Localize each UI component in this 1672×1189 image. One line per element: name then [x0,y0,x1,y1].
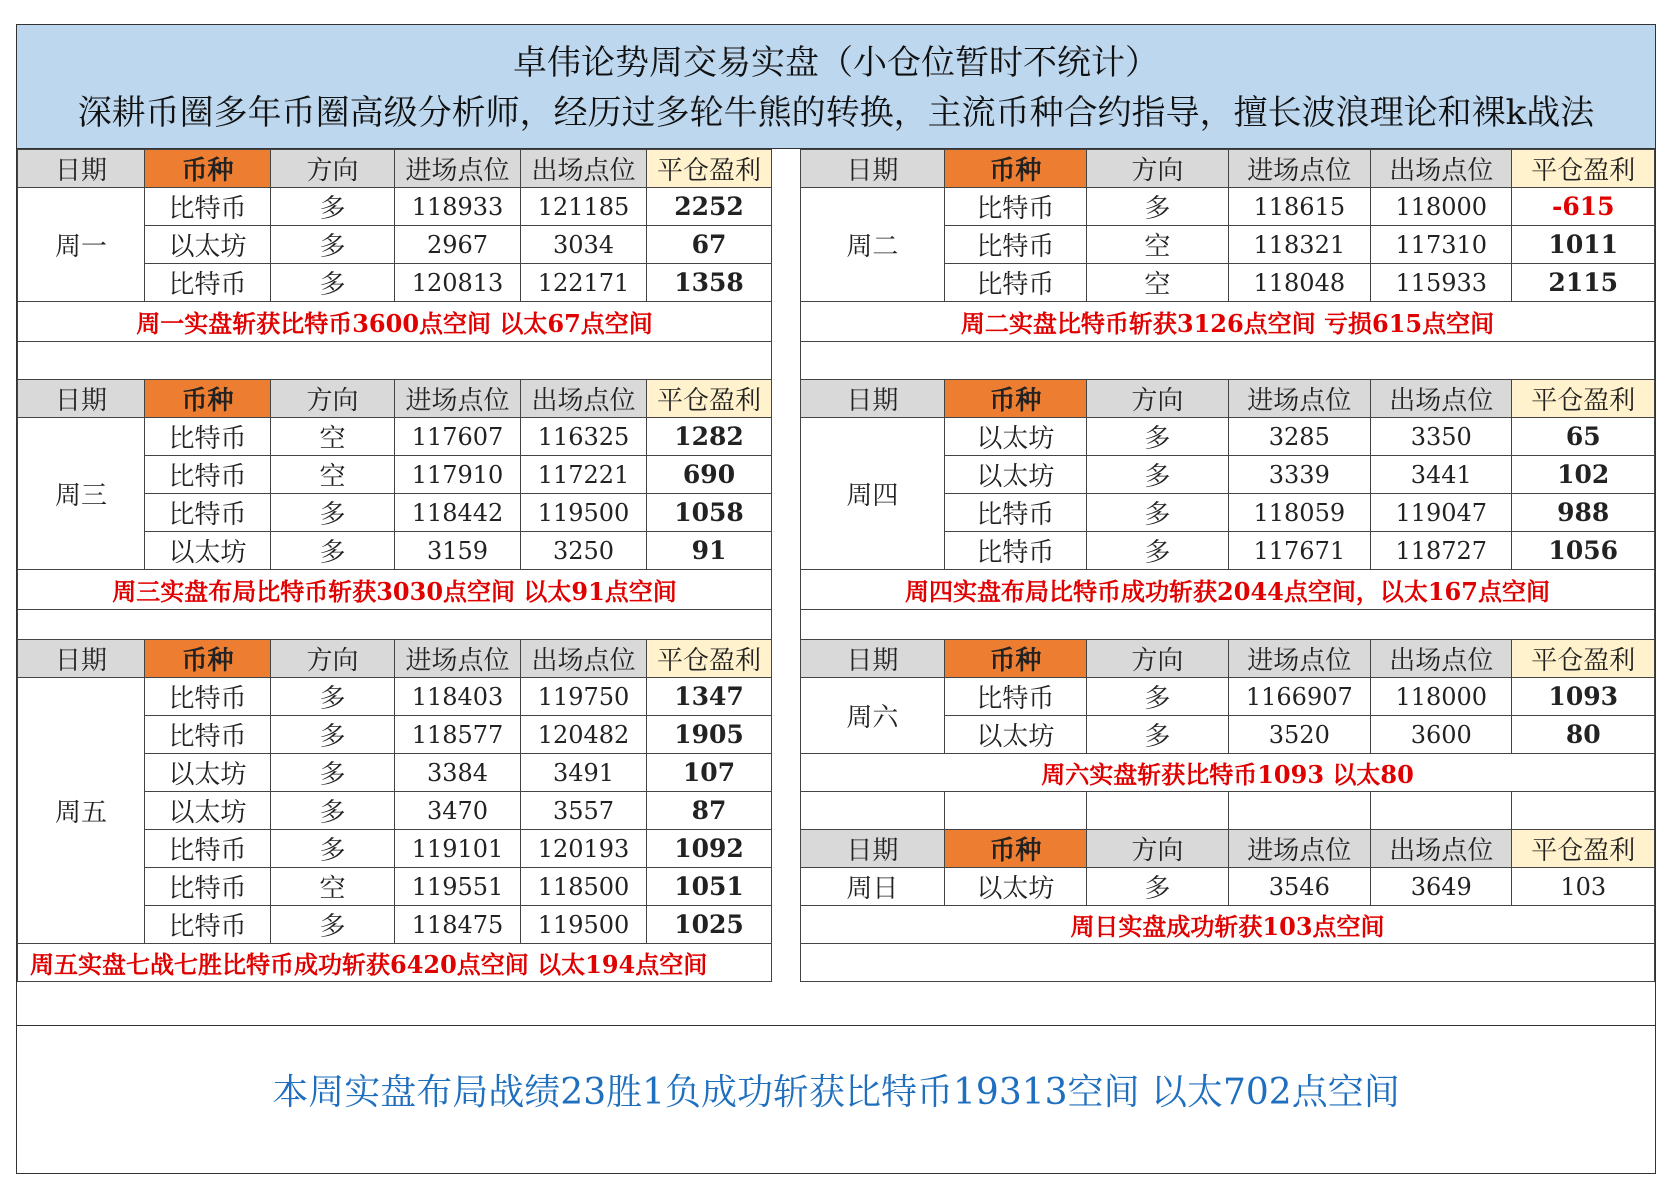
entry-cell: 2967 [395,226,521,264]
exit-cell: 3649 [1371,868,1512,906]
spacer-cell [1228,792,1371,830]
trade-sheet [16,24,1656,1174]
exit-cell: 121185 [521,188,647,226]
header-row-sat [801,640,1655,678]
pnl-cell: 87 [647,792,772,830]
header-direction: 方向 [1087,150,1228,188]
coin-cell: 以太坊 [944,716,1087,754]
header-pnl: 平仓盈利 [1512,150,1655,188]
exit-cell: 3350 [1371,418,1512,456]
table-row [18,418,772,456]
day-note: 周五实盘七战七胜比特币成功斩获6420点空间 以太194点空间 [18,944,772,982]
coin-cell: 比特币 [944,532,1087,570]
entry-cell: 3470 [395,792,521,830]
day-note: 周二实盘比特币斩获3126点空间 亏损615点空间 [801,302,1655,342]
table-row [801,188,1655,226]
day-label: 周六 [801,678,945,754]
exit-cell: 118000 [1371,678,1512,716]
header-direction: 方向 [1087,640,1228,678]
summary-footer [17,1025,1655,1173]
page-subtitle: 深耕币圈多年币圈高级分析师，经历过多轮牛熊的转换，主流币种合约指导，擅长波浪理论和裸k战法 [77,93,1595,133]
spacer-cell [801,342,1655,380]
page-title: 卓伟论势周交易实盘（小仓位暂时不统计） [513,43,1159,83]
week-summary: 本周实盘布局战绩23胜1负成功斩获比特币19313空间 以太702点空间 [272,1072,1400,1113]
direction-cell: 多 [271,830,395,868]
direction-cell: 多 [1087,188,1228,226]
direction-cell: 多 [1087,868,1228,906]
note-row [801,754,1655,792]
entry-cell: 3159 [395,532,521,570]
note-row [801,302,1655,342]
day-label: 周日 [801,868,945,906]
coin-cell: 比特币 [145,188,271,226]
left-table [17,149,772,982]
header-entry: 进场点位 [395,640,521,678]
header-coin: 币种 [944,380,1087,418]
spacer-cell [801,792,945,830]
entry-cell: 1166907 [1228,678,1371,716]
spacer-cell [1087,792,1228,830]
entry-cell: 3384 [395,754,521,792]
right-table [800,149,1655,982]
note-row [18,570,772,610]
direction-cell: 多 [271,532,395,570]
header-row-thu [801,380,1655,418]
header-entry: 进场点位 [1228,380,1371,418]
pnl-cell: 1282 [647,418,772,456]
direction-cell: 多 [271,754,395,792]
pnl-cell: 1056 [1512,532,1655,570]
coin-cell: 比特币 [944,226,1087,264]
exit-cell: 116325 [521,418,647,456]
entry-cell: 118615 [1228,188,1371,226]
exit-cell: 118727 [1371,532,1512,570]
exit-cell: 117310 [1371,226,1512,264]
exit-cell: 118500 [521,868,647,906]
pnl-cell: 1092 [647,830,772,868]
header-entry: 进场点位 [1228,640,1371,678]
direction-cell: 空 [271,418,395,456]
header-entry: 进场点位 [395,150,521,188]
pnl-cell: 103 [1512,868,1655,906]
spacer-cell [18,610,772,640]
header-date: 日期 [18,150,145,188]
coin-cell: 比特币 [944,494,1087,532]
spacer-row [801,610,1655,640]
spacer-cell [1512,792,1655,830]
exit-cell: 120482 [521,716,647,754]
direction-cell: 空 [271,868,395,906]
entry-cell: 3285 [1228,418,1371,456]
header-exit: 出场点位 [1371,150,1512,188]
header-row-sun [801,830,1655,868]
direction-cell: 多 [271,678,395,716]
exit-cell: 115933 [1371,264,1512,302]
coin-cell: 比特币 [145,494,271,532]
header-pnl: 平仓盈利 [1512,830,1655,868]
table-row [801,418,1655,456]
header-pnl: 平仓盈利 [647,150,772,188]
coin-cell: 比特币 [145,264,271,302]
pnl-cell: 2252 [647,188,772,226]
header-pnl: 平仓盈利 [1512,640,1655,678]
header-date: 日期 [801,830,945,868]
note-row [18,944,772,982]
exit-cell: 119047 [1371,494,1512,532]
header-coin: 币种 [145,150,271,188]
coin-cell: 比特币 [145,716,271,754]
entry-cell: 3520 [1228,716,1371,754]
header-row-fri [18,640,772,678]
note-row [801,906,1655,944]
spacer-row [18,610,772,640]
direction-cell: 多 [271,226,395,264]
pnl-cell: 1093 [1512,678,1655,716]
direction-cell: 多 [271,906,395,944]
pnl-cell: 107 [647,754,772,792]
coin-cell: 以太坊 [145,532,271,570]
entry-cell: 120813 [395,264,521,302]
exit-cell: 119500 [521,494,647,532]
header-date: 日期 [801,150,945,188]
coin-cell: 比特币 [944,678,1087,716]
exit-cell: 119500 [521,906,647,944]
day-label: 周三 [18,418,145,570]
exit-cell: 118000 [1371,188,1512,226]
entry-cell: 118321 [1228,226,1371,264]
pnl-cell: 1358 [647,264,772,302]
entry-cell: 118475 [395,906,521,944]
coin-cell: 以太坊 [944,418,1087,456]
entry-cell: 119101 [395,830,521,868]
header-coin: 币种 [944,830,1087,868]
direction-cell: 空 [1087,226,1228,264]
table-row [18,678,772,716]
direction-cell: 多 [271,716,395,754]
entry-cell: 118048 [1228,264,1371,302]
spacer-cell [801,944,1655,982]
header-date: 日期 [801,380,945,418]
entry-cell: 118059 [1228,494,1371,532]
exit-cell: 117221 [521,456,647,494]
spacer-cell [944,792,1087,830]
coin-cell: 比特币 [944,264,1087,302]
exit-cell: 120193 [521,830,647,868]
direction-cell: 多 [1087,418,1228,456]
header-exit: 出场点位 [521,640,647,678]
coin-cell: 比特币 [145,868,271,906]
header-row-wed [18,380,772,418]
coin-cell: 以太坊 [944,456,1087,494]
pnl-cell: 91 [647,532,772,570]
table-row [801,868,1655,906]
entry-cell: 118403 [395,678,521,716]
exit-cell: 3250 [521,532,647,570]
entry-cell: 117910 [395,456,521,494]
coin-cell: 以太坊 [145,754,271,792]
day-label: 周一 [18,188,145,302]
coin-cell: 比特币 [145,830,271,868]
header-coin: 币种 [145,640,271,678]
direction-cell: 空 [1087,264,1228,302]
header-entry: 进场点位 [1228,150,1371,188]
spacer-row [801,944,1655,982]
note-row [801,570,1655,610]
exit-cell: 122171 [521,264,647,302]
header-date: 日期 [801,640,945,678]
header-date: 日期 [18,380,145,418]
header-coin: 币种 [944,640,1087,678]
header-direction: 方向 [271,380,395,418]
spacer-row [801,792,1655,830]
day-note: 周四实盘布局比特币成功斩获2044点空间，以太167点空间 [801,570,1655,610]
header-pnl: 平仓盈利 [647,380,772,418]
pnl-cell: 2115 [1512,264,1655,302]
pnl-cell: 690 [647,456,772,494]
pnl-cell: 1347 [647,678,772,716]
header-entry: 进场点位 [1228,830,1371,868]
pnl-cell: -615 [1512,188,1655,226]
entry-cell: 117607 [395,418,521,456]
header-pnl: 平仓盈利 [647,640,772,678]
entry-cell: 3339 [1228,456,1371,494]
pnl-cell: 1905 [647,716,772,754]
spacer-cell [18,342,772,380]
spacer-cell [1371,792,1512,830]
header-direction: 方向 [271,150,395,188]
entry-cell: 3546 [1228,868,1371,906]
direction-cell: 多 [271,792,395,830]
entry-cell: 119551 [395,868,521,906]
direction-cell: 多 [271,188,395,226]
entry-cell: 118577 [395,716,521,754]
direction-cell: 多 [1087,716,1228,754]
header-exit: 出场点位 [521,380,647,418]
day-note: 周一实盘斩获比特币3600点空间 以太67点空间 [18,302,772,342]
exit-cell: 3600 [1371,716,1512,754]
header-exit: 出场点位 [1371,830,1512,868]
coin-cell: 比特币 [145,456,271,494]
pnl-cell: 1025 [647,906,772,944]
header-row-tue [801,150,1655,188]
exit-cell: 119750 [521,678,647,716]
header-direction: 方向 [271,640,395,678]
day-label: 周四 [801,418,945,570]
pnl-cell: 65 [1512,418,1655,456]
direction-cell: 空 [271,456,395,494]
exit-cell: 3034 [521,226,647,264]
pnl-cell: 102 [1512,456,1655,494]
header-pnl: 平仓盈利 [1512,380,1655,418]
entry-cell: 118933 [395,188,521,226]
pnl-cell: 988 [1512,494,1655,532]
day-note: 周六实盘斩获比特币1093 以太80 [801,754,1655,792]
pnl-cell: 1058 [647,494,772,532]
header-direction: 方向 [1087,830,1228,868]
header-exit: 出场点位 [1371,380,1512,418]
pnl-cell: 1051 [647,868,772,906]
direction-cell: 多 [1087,678,1228,716]
direction-cell: 多 [271,494,395,532]
day-label: 周二 [801,188,945,302]
coin-cell: 比特币 [944,188,1087,226]
direction-cell: 多 [271,264,395,302]
direction-cell: 多 [1087,532,1228,570]
note-row [18,302,772,342]
header-entry: 进场点位 [395,380,521,418]
sheet-header [17,25,1655,149]
header-coin: 币种 [145,380,271,418]
spacer-cell [801,610,1655,640]
table-row [18,188,772,226]
coin-cell: 以太坊 [145,226,271,264]
coin-cell: 以太坊 [944,868,1087,906]
header-exit: 出场点位 [1371,640,1512,678]
exit-cell: 3441 [1371,456,1512,494]
direction-cell: 多 [1087,494,1228,532]
pnl-cell: 80 [1512,716,1655,754]
table-row [801,678,1655,716]
spacer-row [18,342,772,380]
coin-cell: 比特币 [145,418,271,456]
header-direction: 方向 [1087,380,1228,418]
coin-cell: 以太坊 [145,792,271,830]
header-date: 日期 [18,640,145,678]
pnl-cell: 67 [647,226,772,264]
header-row-mon [18,150,772,188]
entry-cell: 118442 [395,494,521,532]
coin-cell: 比特币 [145,678,271,716]
spacer-row [801,342,1655,380]
entry-cell: 117671 [1228,532,1371,570]
day-label: 周五 [18,678,145,944]
direction-cell: 多 [1087,456,1228,494]
coin-cell: 比特币 [145,906,271,944]
header-exit: 出场点位 [521,150,647,188]
header-coin: 币种 [944,150,1087,188]
day-note: 周日实盘成功斩获103点空间 [801,906,1655,944]
exit-cell: 3557 [521,792,647,830]
pnl-cell: 1011 [1512,226,1655,264]
exit-cell: 3491 [521,754,647,792]
day-note: 周三实盘布局比特币斩获3030点空间 以太91点空间 [18,570,772,610]
